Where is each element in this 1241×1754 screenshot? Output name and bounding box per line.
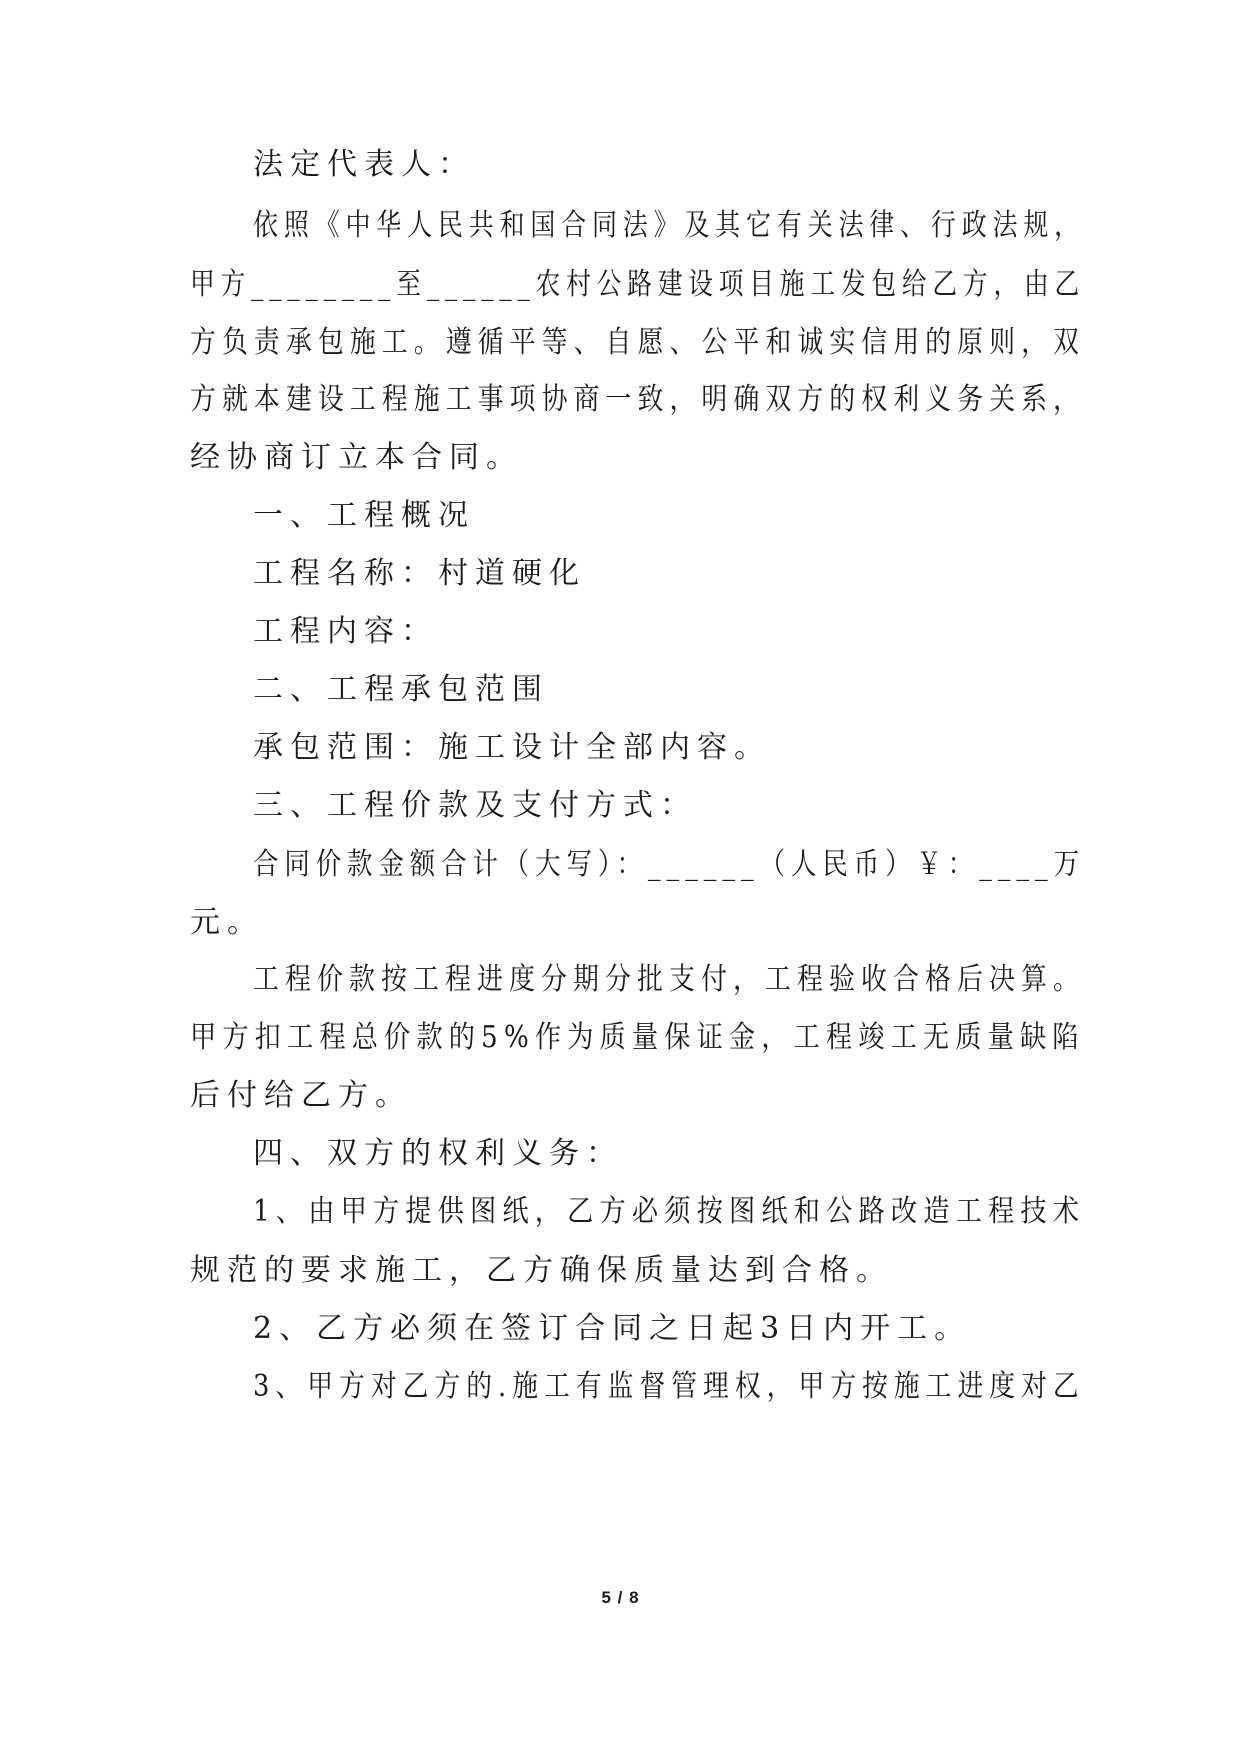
text-line: 依照《中华人民共和国合同法》及其它有关法律、行政法规，: [253, 208, 1085, 243]
section-heading: 四、双方的权利义务：: [253, 1136, 623, 1171]
text-line: 方负责承包施工。遵循平等、自愿、公平和诚实信用的原则，双: [190, 325, 1086, 360]
text-line: 合同价款金额合计（大写）：______（人民币）￥：____万: [253, 847, 1086, 882]
text-line: 工程名称：村道硬化: [253, 556, 586, 591]
text-line: 甲方________至______农村公路建设项目施工发包给乙方，由乙: [190, 267, 1086, 302]
section-heading: 一、工程概况: [253, 498, 475, 533]
text-line: 甲方扣工程总价款的5%作为质量保证金，工程竣工无质量缺陷: [190, 1020, 1085, 1055]
text-line: 后付给乙方。: [190, 1078, 412, 1113]
section-heading: 三、工程价款及支付方式：: [253, 788, 697, 823]
text-line: 工程内容：: [253, 614, 438, 649]
text-line: 3、甲方对乙方的.施工有监督管理权，甲方按施工进度对乙: [253, 1369, 1085, 1404]
section-heading: 二、工程承包范围: [253, 672, 549, 707]
text-line: 1、由甲方提供图纸，乙方必须按图纸和公路改造工程技术: [253, 1194, 1086, 1229]
text-line: 方就本建设工程施工事项协商一致，明确双方的权利义务关系，: [190, 382, 1086, 417]
text-line: 承包范围：施工设计全部内容。: [253, 730, 771, 765]
text-line: 经协商订立本合同。: [190, 440, 523, 475]
text-line: 工程价款按工程进度分期分批支付，工程验收合格后决算。: [253, 962, 1086, 997]
text-line: 法定代表人：: [253, 147, 475, 182]
page-number: 5 / 8: [601, 1588, 640, 1607]
text-line: 元。: [190, 905, 264, 940]
text-line: 2、乙方必须在签订合同之日起3日内开工。: [253, 1311, 972, 1346]
text-line: 规范的要求施工，乙方确保质量达到合格。: [190, 1253, 893, 1288]
